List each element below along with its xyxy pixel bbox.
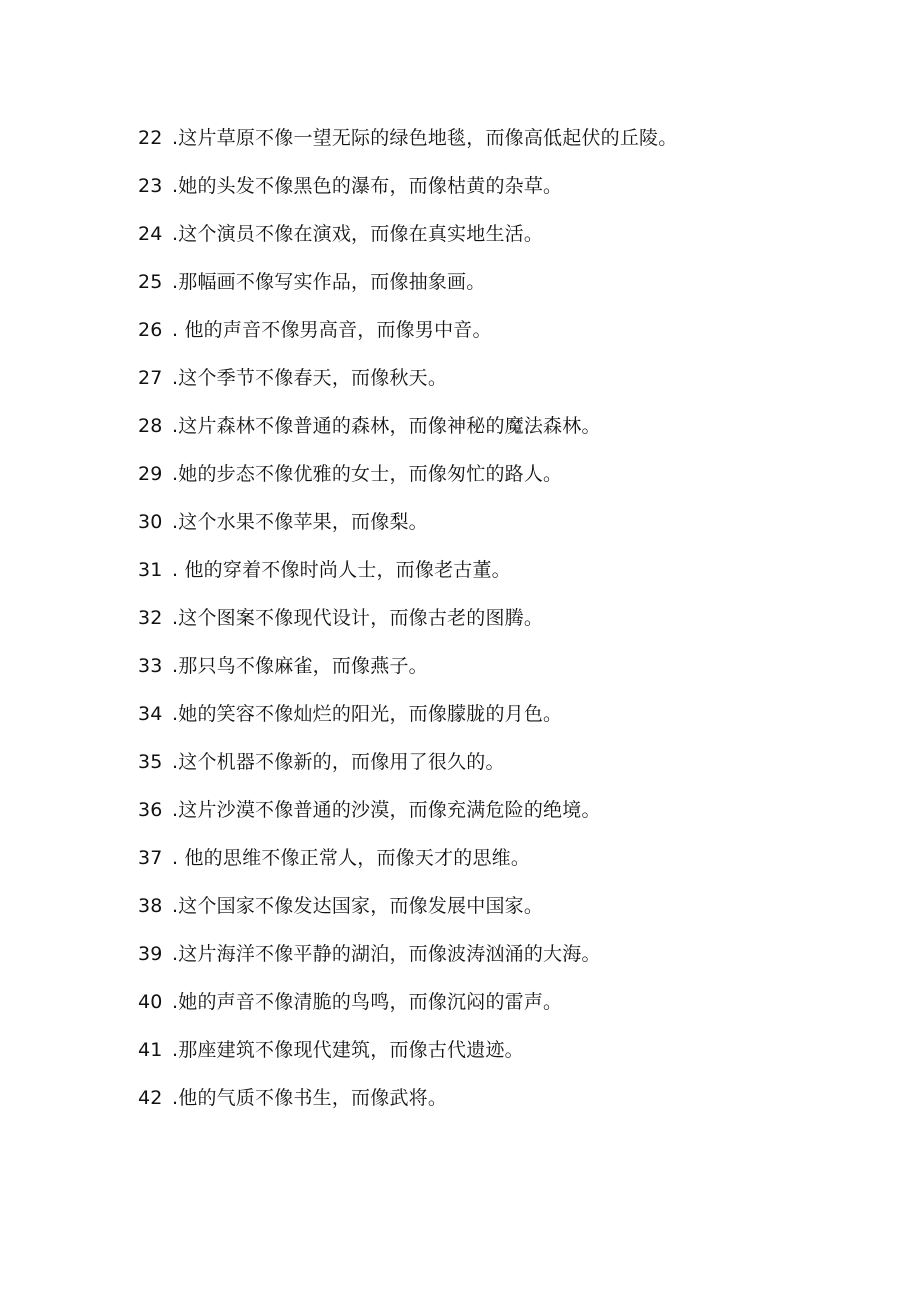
list-item <box>138 314 718 346</box>
list-item <box>138 458 718 490</box>
list-item <box>138 938 718 970</box>
item-number: 40 <box>138 991 163 1013</box>
sentence-list <box>138 122 718 1130</box>
list-item <box>138 506 718 538</box>
list-item <box>138 410 718 442</box>
item-text: .这个水果不像苹果，而像梨。 <box>172 511 428 533</box>
item-text: .这片沙漠不像普通的沙漠，而像充满危险的绝境。 <box>172 799 601 821</box>
item-text: .这个季节不像春天，而像秋天。 <box>172 367 448 389</box>
list-item <box>138 602 718 634</box>
item-number: 37 <box>138 847 163 869</box>
item-number: 35 <box>138 751 163 773</box>
list-item <box>138 890 718 922</box>
item-number: 42 <box>138 1087 163 1109</box>
item-number: 28 <box>138 415 163 437</box>
item-number: 29 <box>138 463 163 485</box>
item-number: 25 <box>138 271 163 293</box>
list-item <box>138 794 718 826</box>
item-text: .这个图案不像现代设计，而像古老的图腾。 <box>172 607 544 629</box>
item-number: 24 <box>138 223 163 245</box>
item-text: .她的声音不像清脆的鸟鸣，而像沉闷的雷声。 <box>172 991 563 1013</box>
item-text: .这片草原不像一望无际的绿色地毯，而像高低起伏的丘陵。 <box>172 127 678 149</box>
item-text: .这片海洋不像平静的湖泊，而像波涛汹涌的大海。 <box>172 943 601 965</box>
item-number: 33 <box>138 655 163 677</box>
item-number: 41 <box>138 1039 163 1061</box>
list-item <box>138 1034 718 1066</box>
item-text: . 他的思维不像正常人，而像天才的思维。 <box>172 847 531 869</box>
list-item <box>138 650 718 682</box>
list-item <box>138 698 718 730</box>
item-text: .那幅画不像写实作品，而像抽象画。 <box>172 271 486 293</box>
list-item <box>138 554 718 586</box>
item-number: 31 <box>138 559 163 581</box>
item-number: 30 <box>138 511 163 533</box>
item-number: 32 <box>138 607 163 629</box>
list-item <box>138 122 718 154</box>
list-item <box>138 218 718 250</box>
item-text: .那只鸟不像麻雀，而像燕子。 <box>172 655 428 677</box>
list-item <box>138 170 718 202</box>
item-text: .这片森林不像普通的森林，而像神秘的魔法森林。 <box>172 415 601 437</box>
list-item <box>138 266 718 298</box>
item-text: .她的头发不像黑色的瀑布，而像枯黄的杂草。 <box>172 175 563 197</box>
item-text: .她的步态不像优雅的女士，而像匆忙的路人。 <box>172 463 563 485</box>
item-number: 34 <box>138 703 163 725</box>
item-number: 26 <box>138 319 163 341</box>
item-number: 36 <box>138 799 163 821</box>
item-text: .她的笑容不像灿烂的阳光，而像朦胧的月色。 <box>172 703 563 725</box>
item-number: 27 <box>138 367 163 389</box>
item-number: 39 <box>138 943 163 965</box>
list-item <box>138 986 718 1018</box>
item-text: . 他的穿着不像时尚人士，而像老古董。 <box>172 559 511 581</box>
item-text: .这个国家不像发达国家，而像发展中国家。 <box>172 895 544 917</box>
item-text: .这个机器不像新的，而像用了很久的。 <box>172 751 505 773</box>
item-text: . 他的声音不像男高音，而像男中音。 <box>172 319 492 341</box>
list-item <box>138 842 718 874</box>
list-item <box>138 746 718 778</box>
list-item <box>138 362 718 394</box>
item-text: .这个演员不像在演戏，而像在真实地生活。 <box>172 223 544 245</box>
item-text: .他的气质不像书生，而像武将。 <box>172 1087 448 1109</box>
item-number: 38 <box>138 895 163 917</box>
list-item <box>138 1082 718 1114</box>
item-text: .那座建筑不像现代建筑，而像古代遗迹。 <box>172 1039 524 1061</box>
item-number: 22 <box>138 127 163 149</box>
item-number: 23 <box>138 175 163 197</box>
